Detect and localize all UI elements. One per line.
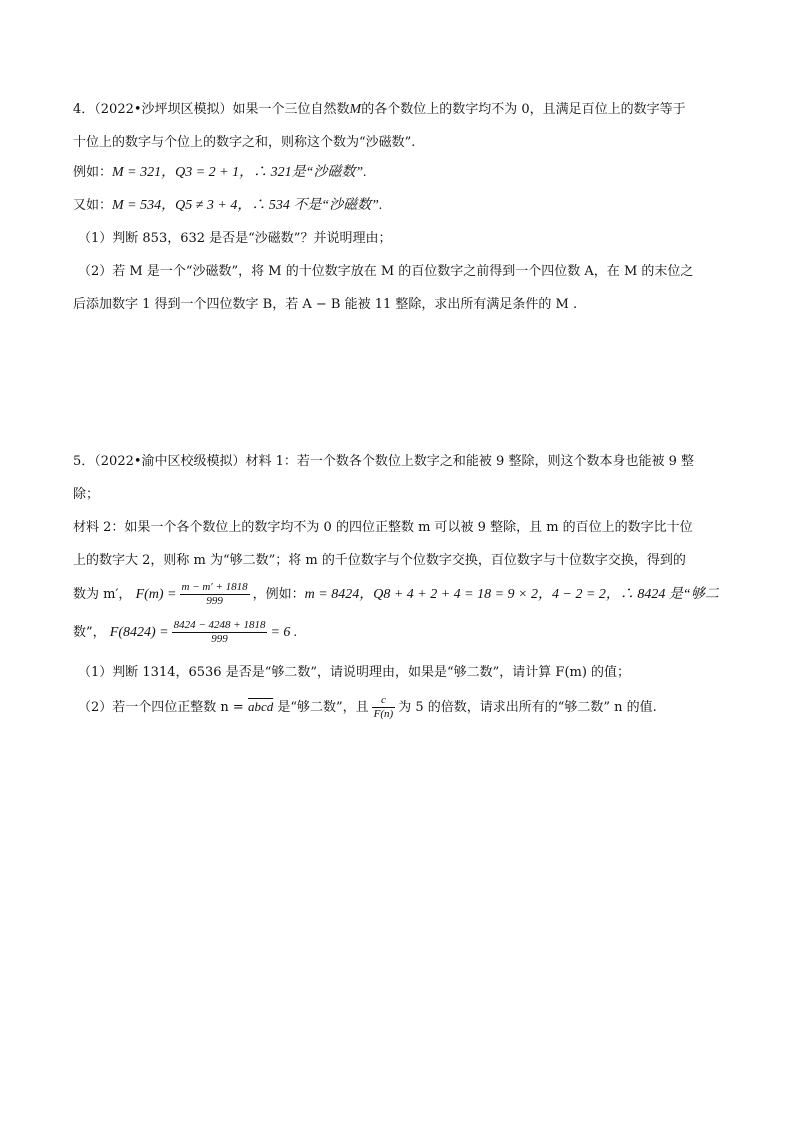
q4-example-1-label: 例如： <box>73 165 113 180</box>
q4-example-2 <box>73 196 733 216</box>
q5-F-def-numerator: m − m′ + 1818 <box>181 581 248 593</box>
q5-F-example-fraction <box>172 619 268 646</box>
q5-F-example-label: F(8424) = <box>109 625 169 640</box>
q4-part-2-line-2: 后添加数字 1 得到一个四位数字 B，若 A − B 能被 11 整除，求出所有满足条件的 M . <box>73 297 578 312</box>
q4-example-2-label: 又如： <box>73 198 113 213</box>
q5-line-6-start: 数”， <box>73 625 106 640</box>
q5-part-2 <box>78 692 738 723</box>
q5-F-example-result: = 6 . <box>270 625 298 640</box>
q4-example-2-math: M = 534，Q5 ≠ 3 + 4，∴ 534 不是“沙磁数”. <box>112 198 383 213</box>
q5-example-label: ，例如： <box>252 587 305 602</box>
q5-F-def-denominator: 999 <box>206 595 223 607</box>
q5-part-2-end: 为 5 的倍数，请求出所有的“够二数” n 的值. <box>398 700 657 715</box>
q5-ratio-numerator: c <box>372 694 396 708</box>
q5-line-3: 材料 2：如果一个各个数位上的数字均不为 0 的四位正整数 m 可以被 9 整除，且 m 的百位上的数字比十位 <box>73 520 693 535</box>
q5-F-example-denominator: 999 <box>211 633 228 645</box>
q5-part-2-start: （2）若一个四位正整数 n = <box>78 700 244 715</box>
q5-line-5 <box>73 580 733 610</box>
q5-F-example-numerator: 8424 − 4248 + 1818 <box>173 619 266 631</box>
q4-intro-cont: 的各个数位上的数字均不为 0，且满足百位上的数字等于 <box>361 102 686 117</box>
q5-line-1: 5．（2022•渝中区校级模拟）材料 1：若一个数各个数位上数字之和能被 9 整除，则这个数本身也能被 9 整 <box>73 454 694 469</box>
q4-part-1: （1）判断 853，632 是否是“沙磁数”？并说明理由； <box>78 231 392 246</box>
q5-m-prime: 数为 m′， <box>73 587 132 602</box>
q5-ratio-denominator: F(n) <box>373 708 394 720</box>
q5-line-6 <box>73 618 733 648</box>
q4-intro: 4．（2022•沙坪坝区模拟）如果一个三位自然数 <box>73 102 350 117</box>
q5-example-math: m = 8424，Q8 + 4 + 2 + 4 = 18 = 9 × 2，4 − 2 = 2，∴ 8424 是“够二 <box>304 587 719 602</box>
q5-F-def-label: F(m) = <box>135 587 177 602</box>
q4-example-1 <box>73 163 733 183</box>
q5-line-2: 除； <box>73 487 100 502</box>
q5-part-1: （1）判断 1314，6536 是否是“够二数”，请说明理由，如果是“够二数”，请计算 F(m) 的值； <box>78 665 631 680</box>
q5-line-4: 上的数字大 2，则称 m 为“够二数”；将 m 的千位数字与个位数字交换，百位数字与十位数字交换，得到的 <box>73 553 686 568</box>
q5-abcd-overline: abcd <box>247 699 274 714</box>
q4-example-1-math: M = 321，Q3 = 2 + 1，∴ 321是“沙磁数”. <box>112 165 367 180</box>
q4-line-2: 十位上的数字与个位上的数字之和，则称这个数为“沙磁数”. <box>73 135 416 150</box>
q4-var-M: M <box>349 102 362 117</box>
q5-ratio-fraction <box>372 694 396 721</box>
q5-part-2-mid: 是“够二数”，且 <box>277 700 369 715</box>
q4-line-1 <box>73 100 733 120</box>
q4-part-2-line-1: （2）若 M 是一个“沙磁数”，将 M 的十位数字放在 M 的百位数字之前得到一个四位数 A，在 M 的末位之 <box>78 264 694 279</box>
q5-F-def-fraction <box>180 581 250 608</box>
